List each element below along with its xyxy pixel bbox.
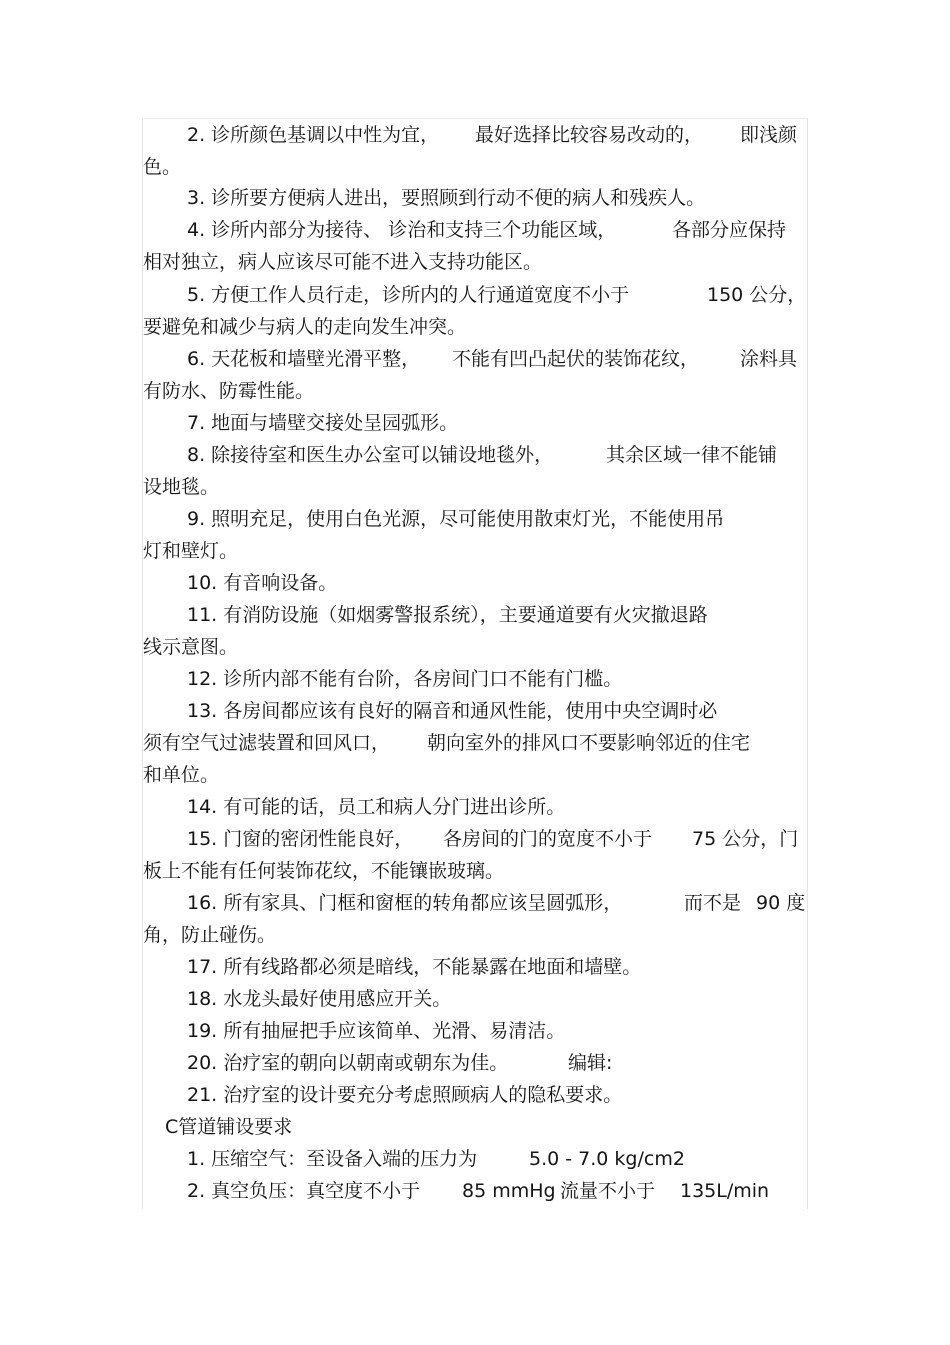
item-4-line-2 bbox=[143, 250, 542, 274]
item-5-text-a: 5. 方便工作人员行走，诊所内的人行通道宽度不小于 bbox=[187, 284, 630, 306]
item-6-text-d: 有防水、防霉性能。 bbox=[143, 380, 315, 402]
item-16-text-c: 90 度 bbox=[756, 892, 806, 914]
c-item-2-line-c bbox=[560, 1179, 655, 1203]
item-7-text: 7. 地面与墙壁交接处呈园弧形。 bbox=[187, 412, 459, 434]
c-item-2-line-b bbox=[462, 1179, 556, 1203]
item-15-text-a: 15. 门窗的密闭性能良好， bbox=[187, 828, 414, 850]
item-2-text-a: 2. 诊所颜色基调以中性为宜， bbox=[187, 124, 440, 146]
item-13-line-2 bbox=[143, 731, 390, 755]
item-13-line-1 bbox=[187, 699, 717, 723]
item-6-text-b: 不能有凹凸起伏的装饰花纹， bbox=[452, 348, 700, 370]
c-item-2-text-d: 135L/min bbox=[680, 1180, 770, 1202]
item-5-line-1b bbox=[707, 283, 806, 307]
item-11-text-a: 11. 有消防设施（如烟雾警报系统），主要通道要有火灾撤退路 bbox=[187, 604, 708, 626]
item-2-line-1c bbox=[740, 123, 797, 147]
item-16-text-b: 而不是 bbox=[684, 892, 742, 914]
item-21-text: 21. 治疗室的设计要充分考虑照顾病人的隐私要求。 bbox=[187, 1084, 623, 1106]
item-16-text-a: 16. 所有家具、门框和窗框的转角都应该呈圆弧形， bbox=[187, 892, 623, 914]
item-19-text: 19. 所有抽屉把手应该简单、光滑、易清洁。 bbox=[187, 1020, 566, 1042]
item-11-line-2 bbox=[143, 635, 238, 659]
item-5-line-2 bbox=[143, 315, 466, 339]
c-item-1-text-b: 5.0 - 7.0 kg/cm2 bbox=[529, 1148, 685, 1170]
item-11-line-1 bbox=[187, 603, 708, 627]
item-8-text-b: 其余区域一律不能铺 bbox=[606, 444, 778, 466]
item-20-line bbox=[187, 1051, 508, 1075]
item-16-text-d: 角，防止碰伤。 bbox=[143, 924, 277, 946]
item-13-text-c: 朝向室外的排风口不要影响邻近的住宅 bbox=[427, 732, 751, 754]
item-4-line-1b bbox=[672, 218, 786, 242]
item-6-line-1b bbox=[452, 347, 699, 371]
item-15-text-b: 各房间的门的宽度不小于 bbox=[443, 828, 653, 850]
item-6-line-1 bbox=[187, 347, 420, 371]
item-5-text-b: 150 公分， bbox=[707, 284, 807, 306]
item-12-text: 12. 诊所内部不能有台阶，各房间门口不能有门槛。 bbox=[187, 668, 623, 690]
item-13-text-a: 13. 各房间都应该有良好的隔音和通风性能，使用中央空调时必 bbox=[187, 700, 718, 722]
item-13-text-d: 和单位。 bbox=[143, 764, 220, 786]
c-item-2-line bbox=[187, 1179, 420, 1203]
item-6-text-c: 涂料具 bbox=[740, 348, 798, 370]
item-3-line bbox=[187, 186, 705, 210]
item-13-line-2b bbox=[427, 731, 750, 755]
c-item-1-text-a: 1. 压缩空气：至设备入端的压力为 bbox=[187, 1148, 478, 1170]
c-item-1-line bbox=[187, 1147, 477, 1171]
item-13-text-b: 须有空气过滤装置和回风口， bbox=[143, 732, 391, 754]
item-18-text: 18. 水龙头最好使用感应开关。 bbox=[187, 988, 452, 1010]
item-6-line-2 bbox=[143, 379, 314, 403]
item-6-text-a: 6. 天花板和墙壁光滑平整， bbox=[187, 348, 421, 370]
item-21-line bbox=[187, 1083, 622, 1107]
item-9-text-b: 灯和壁灯。 bbox=[143, 540, 239, 562]
item-15-line-2 bbox=[143, 859, 504, 883]
item-20-text-b: 编辑: bbox=[568, 1052, 613, 1074]
item-3-text: 3. 诊所要方便病人进出，要照顾到行动不便的病人和残疾人。 bbox=[187, 187, 706, 209]
item-5-line-1 bbox=[187, 283, 629, 307]
item-20-text-a: 20. 治疗室的朝向以朝南或朝东为佳。 bbox=[187, 1052, 509, 1074]
item-16-line-1 bbox=[187, 891, 622, 915]
item-15-text-d: 板上不能有任何装饰花纹，不能镶嵌玻璃。 bbox=[143, 860, 505, 882]
item-8-line-1b bbox=[606, 443, 777, 467]
c-item-2-text-a: 2. 真空负压：真空度不小于 bbox=[187, 1180, 421, 1202]
item-4-text-a: 4. 诊所内部分为接待、 诊治和支持三个功能区域， bbox=[187, 219, 617, 241]
item-15-line-1 bbox=[187, 827, 413, 851]
item-19-line bbox=[187, 1019, 565, 1043]
item-7-line bbox=[187, 411, 458, 435]
item-8-line-1 bbox=[187, 443, 553, 467]
item-18-line bbox=[187, 987, 451, 1011]
c-item-2-text-c: 流量不小于 bbox=[560, 1180, 656, 1202]
item-14-line bbox=[187, 795, 565, 819]
item-2-text-c: 即浅颜 bbox=[740, 124, 798, 146]
item-9-line-1 bbox=[187, 507, 724, 531]
item-9-line-2 bbox=[143, 539, 238, 563]
item-20-line-b bbox=[568, 1051, 612, 1075]
c-item-2-line-d bbox=[680, 1179, 769, 1203]
item-17-text: 17. 所有线路都必须是暗线，不能暴露在地面和墙壁。 bbox=[187, 956, 642, 978]
item-15-text-c: 75 公分，门 bbox=[692, 828, 799, 850]
item-4-line-1 bbox=[187, 218, 616, 242]
item-11-text-b: 线示意图。 bbox=[143, 636, 239, 658]
item-8-line-2 bbox=[143, 475, 219, 499]
item-10-text: 10. 有音响设备。 bbox=[187, 572, 338, 594]
c-item-2-text-b: 85 mmHg bbox=[462, 1180, 556, 1202]
item-8-text-a: 8. 除接待室和医生办公室可以铺设地毯外， bbox=[187, 444, 554, 466]
item-10-line bbox=[187, 571, 337, 595]
item-6-line-1c bbox=[740, 347, 797, 371]
item-15-line-1b bbox=[443, 827, 652, 851]
item-2-text-b: 最好选择比较容易改动的， bbox=[475, 124, 704, 146]
item-16-line-1c bbox=[756, 891, 805, 915]
item-15-line-1c bbox=[692, 827, 798, 851]
item-17-line bbox=[187, 955, 641, 979]
section-c-heading bbox=[165, 1115, 292, 1139]
item-4-text-b: 各部分应保持 bbox=[672, 219, 787, 241]
item-14-text: 14. 有可能的话，员工和病人分门进出诊所。 bbox=[187, 796, 566, 818]
content-frame bbox=[142, 118, 808, 1209]
item-2-text-d: 色。 bbox=[143, 156, 182, 178]
item-9-text-a: 9. 照明充足，使用白色光源，尽可能使用散束灯光，不能使用吊 bbox=[187, 508, 725, 530]
item-5-text-c: 要避免和减少与病人的走向发生冲突。 bbox=[143, 316, 467, 338]
item-4-text-c: 相对独立，病人应该尽可能不进入支持功能区。 bbox=[143, 251, 543, 273]
c-item-1-line-b bbox=[529, 1147, 685, 1171]
section-c-heading-text: C管道铺设要求 bbox=[165, 1116, 293, 1138]
item-2-line-2 bbox=[143, 155, 181, 179]
item-2-line-1 bbox=[187, 123, 439, 147]
item-13-line-3 bbox=[143, 763, 219, 787]
item-16-line-1b bbox=[684, 891, 741, 915]
item-12-line bbox=[187, 667, 622, 691]
item-16-line-2 bbox=[143, 923, 276, 947]
item-8-text-c: 设地毯。 bbox=[143, 476, 220, 498]
item-2-line-1b bbox=[475, 123, 703, 147]
